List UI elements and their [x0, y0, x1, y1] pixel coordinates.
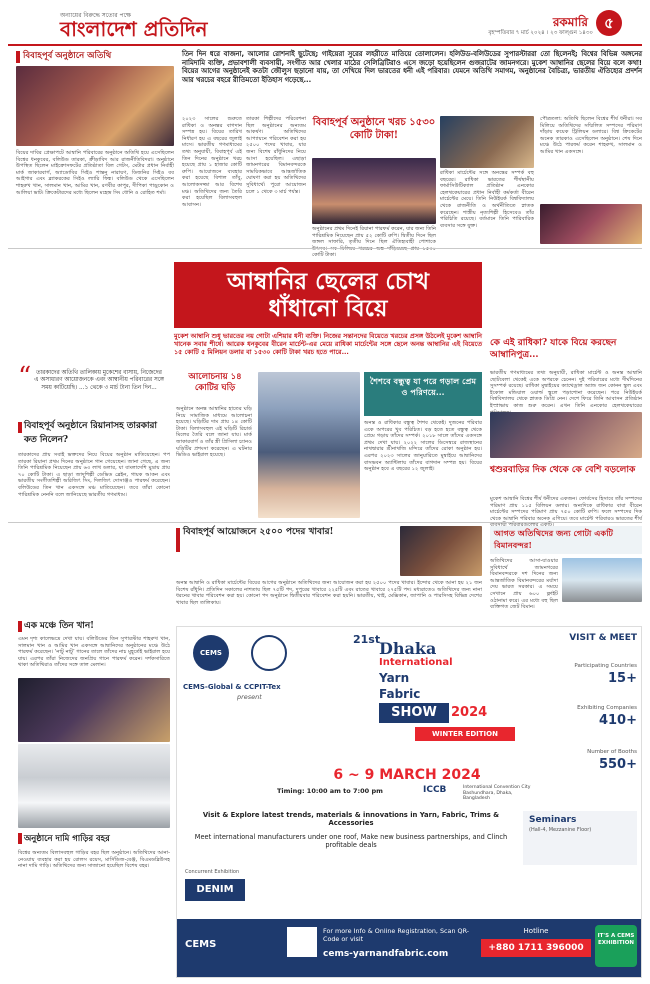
ad-stat-booths-value: 550+: [598, 757, 637, 772]
ad-show-title: [353, 633, 521, 765]
ad-title-line6: 2024: [451, 705, 488, 720]
qr-code-icon[interactable]: [287, 927, 317, 957]
ad-venue-detail: International Convention City Bashundhara, Dhaka, Bangladesh: [463, 785, 531, 802]
ad-title-line5: SHOW: [379, 703, 449, 723]
stage-headline: এক মঞ্চে তিন খান!: [24, 621, 94, 631]
watch-headline-block: [176, 372, 254, 404]
food-headline-block: [176, 526, 396, 556]
watch-body: অনুষ্ঠানে অনন্ত আম্বানির হাতের ঘড়ি নিয়ে সামাজিক মাধ্যমে আলোচনা হয়েছে। ঘড়িটির দাম প্রায় ১৪ কোটি টাকা। বিলাসবহুল এই ঘড়িটি রিচার্ড মিলের তৈরি বলে জানা যায়। মার্ক জাকারবার্গ ও তাঁর স্ত্রী প্রিসিলা চ্যানও ঘড়িটির প্রশংসা করেছেন। এ ঘটনার ভিডিও ভাইরাল হয়েছে।: [176, 406, 252, 459]
ad-title-line4: Fabric: [379, 687, 421, 701]
childhood-body: অনন্ত ও রাধিকার বন্ধুত্ব শৈশব থেকেই। দুজনের পরিবার একে অপরের খুব পরিচিত। বড় হতে হতে বন্ধুত্ব থেকে প্রেমে গড়ায় তাঁদের সম্পর্ক। ২০১৮ সালে তাঁদের একসঙ্গে প্রথম দেখা যায়। ২০২২ সালের ডিসেম্বরে রাজস্থানের নাথদ্বারার শ্রীনাথজি মন্দিরে তাঁদের রোকা অনুষ্ঠান হয়। এরপর ২০২৩ সালের জানুয়ারিতে মুম্বাইয়ে আম্বানিদের বাসভবন অ্যান্টিলায় তাঁদের বাগদান সম্পন্ন হয়। বিয়ের অনুষ্ঠান হবে এ বছরের ১২ জুলাই।: [364, 420, 482, 473]
cost-col-1: ২০২৩ সালের শুরুতে রাধিকা ও অনন্তর বাগদান সম্পন্ন হয়। বিয়ের তারিখ নির্ধারণ হয় এ বছরের জুলাই মাসে। ভারতীয় গণমাধ্যমের তথ্য অনুযায়ী, বিবাহপূর্ব এই তিন দিনের অনুষ্ঠানে খরচ হয়েছে প্রায় ১ হাজার কোটি রুপি। আয়োজনে ব্যবহার করা হয়েছে বিশাল তাঁবু, আলোকসজ্জা আর বিশেষ মঞ্চ। অতিথিদের জন্য তৈরি করা হয়েছিল বিলাসবহুল আবাসন।: [182, 116, 242, 208]
newspaper-logo: [60, 10, 250, 44]
stage-body: এমন দৃশ্য কালেভদ্রে দেখা যায়। বলিউডের তিন সুপারস্টার শাহরুখ খান, সালমান খান ও আমির খান একসঙ্গে আম্বানিদের অনুষ্ঠানের মঞ্চে উঠে পারফর্ম করেছেন। ‘নাটু নাটু’ গানের তালে তাঁদের নাচ মুহূর্তেই ভাইরাল হয়ে যায়। এরপর তাঁরা নিজেদের জনপ্রিয় গানে পারফর্ম করেন। দর্শকসারিতে থাকা অতিথিরাও তাঁদের সঙ্গে তাল মেলান।: [18, 636, 170, 669]
ad-present: present: [237, 693, 262, 701]
ad-stat-countries-value: 15+: [608, 671, 637, 686]
top-intro-text: তিন দিন ধরে বাজনা, আলোর রোশনাই ছুটেছে; গাইয়েরা সুরের লহরীতে মাতিয়ে তোলালেন। হলিউড-বলিউডের সুপারস্টাররা তো ছিলেনই; বিশ্বের বিভিন্ন অঙ্গনের নামিদামি ব্যক্তি, প্রভাবশালী ব্যবসায়ী, সংগীত আর খেলার মাঠের সেলিব্রিটিরাও এসে জড়ো হয়েছিলেন গুজরাটের জামনগরে। মুকেশ আম্বানির ছেলের বিয়ে বলে কথা! বিয়ের আগের অনুষ্ঠানেই কতটা জৌলুস ছড়ানো যায়, তা দেখিয়ে দিল ভারতের ধনী এই পরিবার। যেমনে অতিথি সমাগম, অনুষ্ঠানের বৈচিত্র্য, ভারতীয় ঐতিহ্যের প্রদর্শন আর খরচের বহরে রীতিমতো ইতিহাস গড়েছে...: [182, 50, 642, 84]
banner-line-1: আম্বানির ছেলের চোখ: [227, 268, 429, 295]
ad-timing: Timing: 10:00 am to 7:00 pm: [277, 787, 383, 795]
masthead-divider: [8, 44, 642, 46]
ad-cems-badge: IT'S A CEMS EXHIBITION: [595, 925, 637, 967]
ad-organizer: CEMS-Global & CCPIT-Tex: [183, 683, 281, 691]
banner-intro: মুকেশ আম্বানি শুধু ভারতের নয় গোটা এশিয়ার ধনী ব্যক্তি। নিজের সন্তানদের বিয়েতে খরচের প্রসঙ্গ উঠলেই মুকেশ আম্বানি খানেক সবার শীর্ষে। আরেক ধনকুবের বীরেন মার্চেন্ট-এর মেয়ে রাধিকা মার্চেন্টের সঙ্গে ছেলে অনন্ত আম্বানির এই বিয়েতে ১৫ কোটি ৫ মিলিয়ন ডলার বা ১৫৩০ কোটি টাকা খরচ হতে পারে...: [174, 332, 482, 357]
advertisement-yarn-fabric-show[interactable]: [176, 626, 642, 978]
stage-headline-block: [18, 620, 168, 634]
couple-main-photo: [258, 372, 360, 518]
ad-hotline-number[interactable]: +880 1711 396000: [481, 939, 591, 957]
airport-headline: আগত অতিথিদের জন্য গোটা একটি বিমানবন্দর!: [494, 528, 614, 550]
watch-headline: আলোচনায় ১৪ কোটির ঘড়ি: [188, 372, 242, 393]
quote-text: তারকাদের অতিথি তালিকায় মুকেশের বাসায়, নিজেদের এ অসাধারণ আয়োজনকে এবং আম্বানীয় পরিবারের সঙ্গে সময় কাটিয়েছি। ...১ থেকে ৩ মার্চ টানা তিন দিন...: [34, 370, 164, 391]
ccpit-logo: [251, 635, 287, 671]
ad-website-link[interactable]: cems-yarnandfabric.com: [323, 949, 449, 959]
pull-quote: [18, 362, 166, 416]
main-banner: [174, 262, 482, 328]
cost-col-3: অনুষ্ঠানের প্রথম দিনেই রিয়ানা পারফর্ম করেন, যার জন্য তিনি পারিশ্রমিক নিয়েছেন প্রায় ৫২ কোটি রুপি। দ্বিতীয় দিনে ছিল জঙ্গল সাফারি, তৃতীয় দিনে ছিল ঐতিহ্যবাহী পোশাকে কোটি টাকা।: [312, 226, 436, 259]
quote-mark-icon: “: [18, 362, 32, 392]
three-khans-photo: [18, 678, 170, 742]
date-line: বৃহস্পতিবার ৭ মার্চ ২০২৪ । ২৩ ফাল্গুন ১৪৩০: [488, 30, 593, 36]
cost-col-2: তারকা শিল্পীদের পরিবেশনা ছিল অনুষ্ঠানের অন্যতম আকর্ষণ। অতিথিদের আপ্যায়নে পরিবেশন করা হয় ২৫০০ পদের খাবার, যার জন্য বিশেষ রাঁধুনিদের নিয়ে আসা হয়েছিল। এছাড়া জামনগরের বিমানবন্দরকে সাময়িকভাবে আন্তর্জাতিক ঘোষণা করা হয় অতিথিদের সুবিধার্থে। পুরো আয়োজন চলে ১ থেকে ৩ মার্চ পর্যন্ত।: [246, 116, 306, 195]
inlaws-body: মুকেশ আম্বানি বিশ্বের শীর্ষ ধনীদের একজন। ফোর্বসের হিসাবে তাঁর সম্পদের পরিমাণ প্রায় ১১৫ বিলিয়ন ডলার। অন্যদিকে রাধিকার বাবা বীরেন মার্চেন্টের সম্পদের পরিমাণ প্রায় ৭৫০ কোটি রুপি। ফলে সম্পদের দিক থেকে আম্বানি পরিবার অনেক এগিয়ে। তবে মার্চেন্ট পরিবারও ভারতের শীর্ষ: [490, 496, 642, 522]
food-body: অনন্ত আম্বানি ও রাধিকা মার্চেন্টের বিয়ের আগের অনুষ্ঠানে অতিথিদের জন্য আয়োজন করা হয় ২৫০০ পদের খাবার। ইন্দোর থেকে আনা হয় ২১ জন বিশেষ রাঁধুনি। প্রতিদিন সকালের নাশতায় ছিল ৭৫টি পদ, দুপুরের খাবারে ২২৫টি এবং রাতের খাবারে ২৭৫টি পদ। মধ্যরাতেও অতিথিদের জন্য নানা ধরনের খাবার পরিবেশন করা হয়। কোনো পদ অনুষ্ঠানে দ্বিতীয়বার পরিবেশন করা হয়নি। ভারতীয়, থাই, মেক্সিকান, জাপানি ও পারসিসহ বিভিন্ন দেশের খাবার ছিল তালিকায়।: [176, 580, 482, 606]
airport-photo: [562, 558, 642, 602]
cost-headline-box: [312, 116, 436, 156]
ad-bottom-bar: [177, 919, 641, 977]
radhika-body: ভারতীয় গণমাধ্যমের তথ্য অনুযায়ী, রাধিকা মার্চেন্ট ও অনন্ত আম্বানি ছোটবেলা থেকেই একে অপরকে চেনেন। দুই পরিবারের মধ্যে দীর্ঘদিনের সুসম্পর্ক রয়েছে। রাধিকা মুম্বাইয়ের ক্যাথেড্রাল অ্যান্ড জন কোনন স্কুল এবং ইকোল মন্ডিয়াল ওয়ার্ল্ড স্কুলে পড়াশোনা করেছেন। পরে নিউইয়র্ক বিশ্ববিদ্যালয় থেকে স্নাতক ডিগ্রি নেন। দেশে ফিরে তিনি আবাসন প্রতিষ্ঠান ইস্প্রাভায় কাজ শুরু করেন। এখন তিনি এনকোর হেলথকেয়ারের: [490, 370, 642, 409]
ad-dates: 6 ~ 9 MARCH 2024: [333, 767, 481, 783]
rihanna-stage-photo: [16, 66, 174, 146]
right-col-top-text: রাধিকা মার্চেন্টের সঙ্গে অনন্তের সম্পর্ক বহু বছরের। রাধিকা ভারতের শীর্ষস্থানীয় ফার্মাসিউটিক্যাল প্রতিষ্ঠান এনকোর হেলথকেয়ারের প্রধান নির্বাহী কর্মকর্তা বীরেন মার্চেন্টের মেয়ে। তিনি নিউইয়র্ক বিশ্ববিদ্যালয় থেকে রাজনীতি ও অর্থনীতিতে স্নাতক করেছেন। শাস্ত্রীয় নৃত্যশিল্পী হিসেবেও তাঁর পরিচিতি রয়েছে। বর্তমানে তিনি পারিবারিক ব্যবসার সঙ্গে যুক্ত।: [440, 170, 534, 229]
ad-cems-footer-logo: CEMS: [185, 939, 217, 950]
ad-visit-title: VISIT & MEET: [569, 633, 637, 643]
inlaws-headline-block: [490, 464, 642, 494]
ad-stat-countries-label: Participating Countries: [574, 663, 637, 669]
topleft-kicker: বিবাহপূর্ব অনুষ্ঠানে অতিথি: [23, 51, 112, 61]
logo-text: বাংলাদেশ প্রতিদিন: [60, 17, 208, 41]
stage-performers-photo: [540, 204, 642, 244]
section-name: রকমারি: [552, 15, 588, 29]
inlaws-headline: শ্বশুরবাড়ির দিক থেকে কে বেশি বড়লোক: [490, 465, 636, 475]
airport-body: অতিথিদের আসা-যাওয়ার সুবিধার্থে জামনগরের বিমানবন্দরকে দশ দিনের জন্য আন্তর্জাতিক বিমানবন্দরের মর্যাদা দেয় ভারত সরকার। এ সময়ে সেখানে প্রায় ৬০০ ফ্লাইট ওঠানামা করে। এর মধ্যে বহু ছিল ব্যক্তিগত জেট বিমান।: [490, 558, 558, 611]
rihanna-headline: বিবাহপূর্ব অনুষ্ঠানে রিয়ানাসহ তারকারা কত নিলেন?: [24, 421, 157, 445]
ad-title-line1: Dhaka: [379, 639, 437, 658]
childhood-headline-block: [364, 372, 482, 416]
chefs-photo: [400, 526, 482, 576]
ad-register-text: For more Info & Online Registration, Scan QR-Code or visit: [323, 927, 470, 943]
ad-promo1: Visit & Explore latest trends, materials & innovations in Yarn, Fabric, Trims & Accessories: [202, 811, 500, 827]
topleft-body: বিয়ের দাবির প্রেক্ষাপটে আম্বানি পরিবারের অনুষ্ঠানে অতিথি হয়ে এসেছিলেন বিশ্বের ধনকুবের, বলিউড তারকা, ক্রীড়াবিদ আর রাজনীতিবিদরা। অনুষ্ঠানে উপস্থিত ছিলেন মাইক্রোসফটের প্রতিষ্ঠাতা বিল গেটস, মেটার প্রধান নির্বাহী মার্ক জাকারবার্গ, অ্যাডোবির সিইও শান্তনু নারায়ণ, ডিজনির সিইও বব আইগার এবং ব্ল্যাকরকের সিইও ল্যারি ফিঙ্ক। বলিউড থেকে এসেছিলেন শাহরুখ খান, সালমান খান, আমির খান, রণবীর কাপুর, দীপিকা পাড়ুকোন ও আলিয়া ভাট। ক্রিকেটারদের মধ্যে ছিলেন মহেন্দ্র সিং ধোনি ও রোহিত শর্মা।: [16, 150, 174, 196]
ad-edition: 21st: [353, 633, 381, 646]
divider-mid: [8, 522, 642, 523]
ad-promo2: Meet international manufacturers under one roof, Make new business partnerships, and Clinch profitable deals: [194, 833, 508, 850]
rihanna-headline-block: [18, 420, 168, 450]
logo-subtitle: অন্যায়ের বিরুদ্ধে সত্যের পক্ষে: [60, 12, 131, 19]
cars-headline: অনুষ্ঠানে দামি গাড়ির বহর: [24, 833, 110, 843]
radhika-photo: [490, 412, 642, 458]
cars-body: বিশ্বের অন্যতম বিলাসবহুল গাড়ির বহর ছিল অনুষ্ঠানে। অতিথিদের আনা-নেওয়ায় ব্যবহার করা হয় রোলস রয়েস, মার্সিডিজ-বেঞ্জ, বিএমডব্লিউসহ নানা দামি গাড়ি। অতিথিদের জন্য সাজানো হয়েছিল বিশেষ বহর।: [18, 850, 170, 870]
radhika-headline-block: [490, 338, 642, 368]
right-col-top2-text: পৌত্রতলা: অতিথি ছিলেন বিশ্বের শীর্ষ ধনীরা। সব মিলিয়ে অতিথিদের সম্মিলিত সম্পদের পরিমাণ দাঁড়ায় কয়েক ট্রিলিয়ন ডলারে। বিশ্ব ক্রিকেটের অনেক তারকাও এসেছিলেন অনুষ্ঠানে। শেষ দিনে মঞ্চে উঠে পারফর্ম করেন শাহরুখ, সালমান ও আমির খান একসঙ্গে।: [540, 116, 642, 155]
radhika-headline: কে এই রাধিকা? যাকে বিয়ে করছেন আম্বানিপুত্র...: [490, 338, 617, 360]
masthead: [8, 8, 644, 46]
cost-headline: বিবাহপূর্ব অনুষ্ঠানে খরচ ১৫৩০ কোটি টাকা!: [312, 117, 436, 141]
ad-seminars-box: [523, 811, 637, 865]
cems-logo: CEMS: [193, 635, 229, 671]
ad-seminars-sub: (Hall-4, Mezzanine Floor): [529, 827, 592, 833]
ad-concurrent: Concurrent Exhibition: [185, 869, 240, 875]
page-number-badge: ৫: [596, 10, 622, 36]
childhood-headline: শৈশবে বন্ধুত্ব যা পরে গড়াল প্রেম ও পরিণয়ে...: [369, 376, 477, 397]
ad-stat-companies-value: 410+: [598, 713, 637, 728]
ad-seminars-title: Seminars: [529, 815, 577, 825]
divider-top: [8, 248, 642, 249]
rolls-royce-photo: [18, 744, 170, 828]
ad-stat-booths-label: Number of Booths: [587, 749, 637, 755]
ad-denim-logo: DENIM: [185, 879, 245, 901]
cars-headline-block: [18, 832, 168, 846]
ad-logos: [183, 635, 333, 683]
topleft-kicker-block: [16, 50, 176, 64]
family-group-photo: [312, 158, 436, 224]
food-headline: বিবাহপূর্ব আয়োজনে ২৫০০ পদের খাবার!: [183, 527, 334, 537]
ad-stat-companies-label: Exhibiting Companies: [577, 705, 637, 711]
airport-headline-block: [490, 526, 642, 554]
couple-photo-small: [440, 116, 534, 168]
banner-line-2: ধাঁধানো বিয়ে: [268, 295, 388, 322]
ad-visit-meet: [549, 633, 637, 805]
ad-winter-edition: WINTER EDITION: [415, 727, 515, 741]
ad-venue: ICCB: [423, 785, 447, 795]
ad-title-line3: Yarn: [379, 671, 410, 685]
rihanna-body: তারকাদের প্রায় সবাই ভক্তদের নিয়ে বিয়ের অনুষ্ঠান মাতিয়েছেন। পপ তারকা রিয়ানা প্রথম দিনের অনুষ্ঠানে গান গেয়েছেন। জানা গেছে, এ জন্য তিনি পারিশ্রমিক নিয়েছেন প্রায় ৬৩ লাখ ডলার, যা বাংলাদেশি মুদ্রায় প্রায় ৭০ কোটি টাকা। এ ছাড়া জাদুশিল্পী ডেভিড ব্লেইন, গায়ক আকন এবং ভারতীয় সংগীতশিল্পী অরিজিৎ সিং, দিলজিৎ দোসাঞ্জও পারফর্ম করেছেন। বলিউডের তিন খান একসঙ্গে মঞ্চ মাতিয়েছেন। তবে তাঁরা কোনো পারিশ্রমিক নেননি বলে জানিয়েছে ভারতীয় গণমাধ্যম।: [18, 452, 170, 498]
ad-hotline-label: Hotline: [523, 927, 549, 935]
ad-title-line2: International: [379, 657, 453, 668]
